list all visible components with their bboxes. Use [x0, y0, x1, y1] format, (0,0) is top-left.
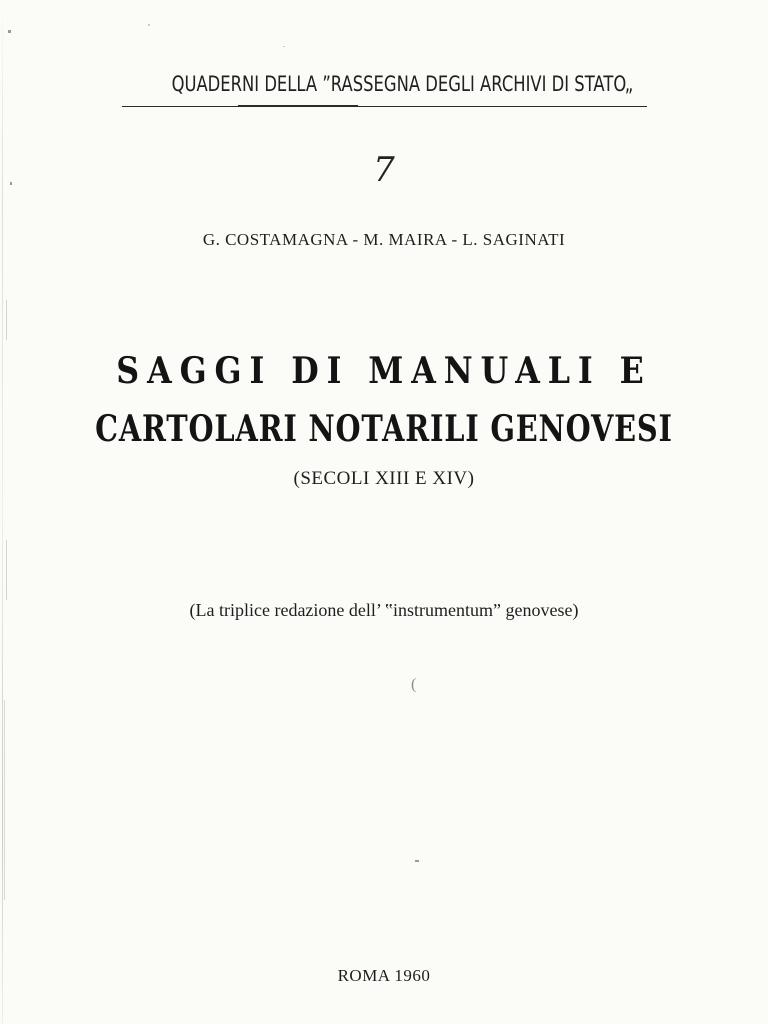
series-underline [122, 106, 647, 107]
series-underline-accent [238, 105, 358, 107]
scan-speck [4, 700, 5, 900]
imprint-place-date: ROMA 1960 [337, 966, 431, 985]
scan-speck [415, 860, 419, 862]
centuries-subtitle: (SECOLI XIII E XIV) [293, 468, 475, 489]
series-title: QUADERNI DELLA ”RASSEGNA DEGLI ARCHIVI DI STATO„ [171, 72, 634, 96]
authors-line: G. COSTAMAGNA - M. MAIRA - L. SAGINATI [202, 230, 566, 249]
stray-mark: ( [411, 676, 417, 693]
scan-speck [6, 300, 7, 340]
scan-speck [8, 30, 11, 33]
book-title-line-2: CARTOLARI NOTARILI GENOVESI [95, 408, 673, 450]
volume-number: 7 [373, 150, 395, 190]
book-subtitle: (La triplice redazione dell’ ‟instrumentum” genovese) [189, 600, 579, 620]
book-title-line-1: SAGGI DI MANUALI E [116, 350, 652, 392]
scan-speck [283, 46, 285, 47]
scan-speck [148, 24, 150, 26]
scan-speck [6, 540, 7, 600]
